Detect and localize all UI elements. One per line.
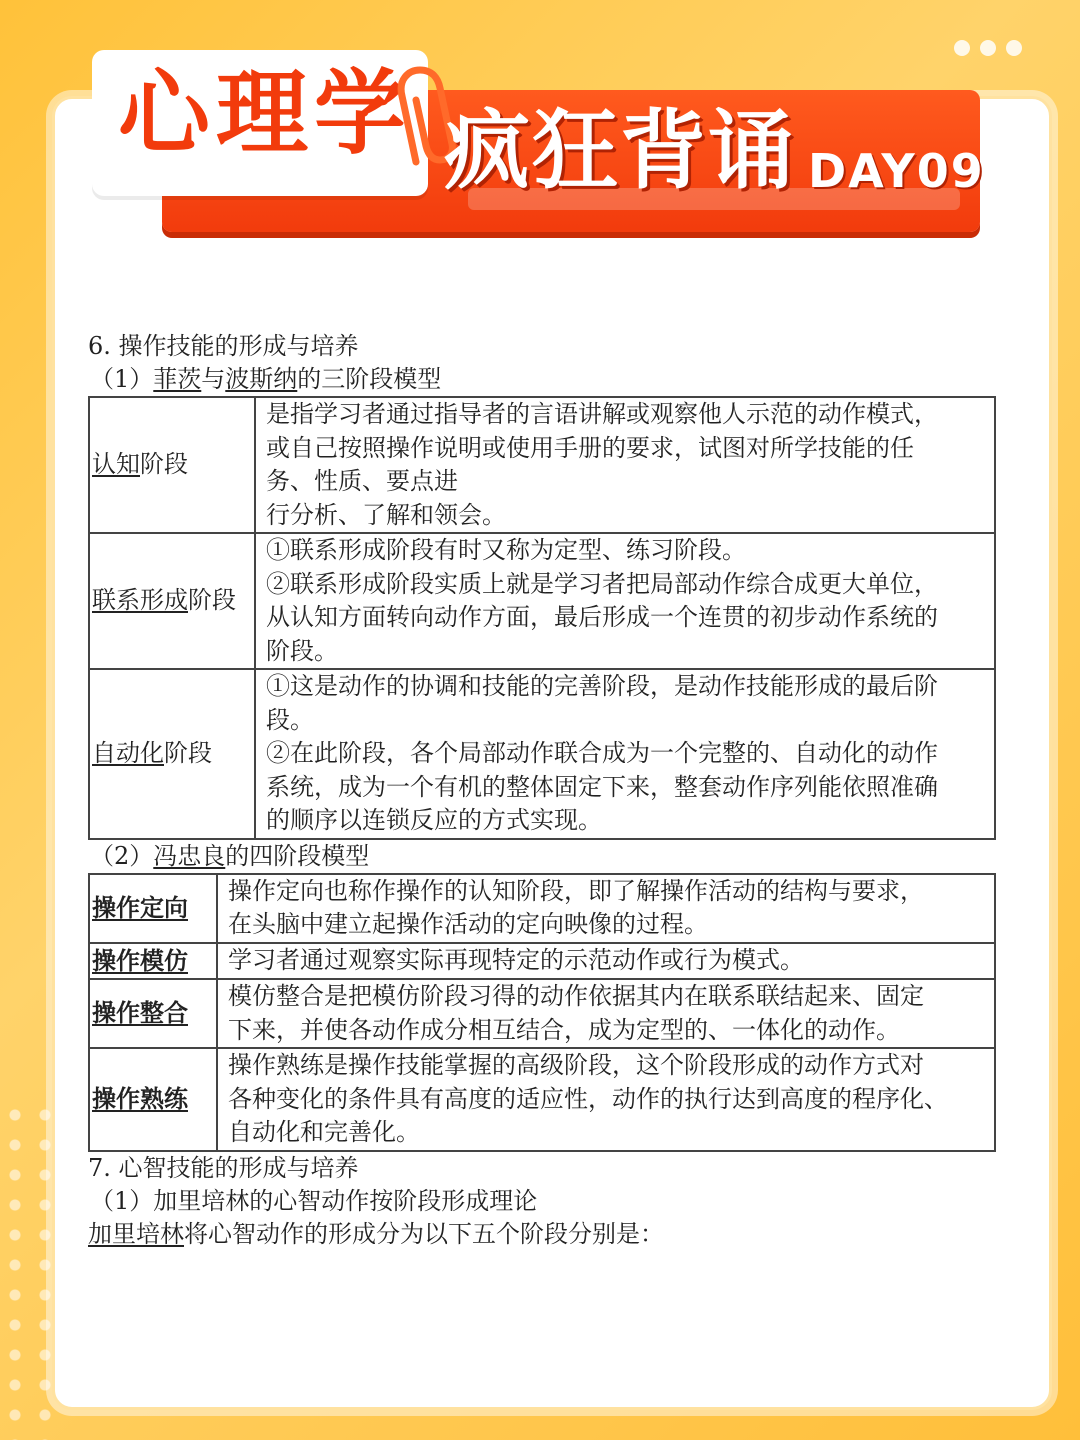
stage-label [89, 874, 217, 943]
stage-label-rest: 阶段 [140, 450, 188, 479]
desc-line: 自动化和完善化。 [228, 1118, 420, 1146]
model1-title [88, 363, 996, 396]
stage-label [89, 533, 255, 669]
desc-line: ①这是动作的协调和技能的完善阶段，是动作技能形成的最后阶 [266, 672, 938, 700]
page-title: 心理学 [118, 60, 413, 167]
section7-sub: （1）加里培林的心智动作按阶段形成理论 [90, 1186, 538, 1215]
desc-line: 或自己按照操作说明或使用手册的要求，试图对所学技能的任 [266, 433, 914, 462]
desc-line: 是指学习者通过指导者的言语讲解或观察他人示范的动作模式， [266, 400, 938, 428]
model1-suffix: 的三阶段模型 [297, 365, 442, 393]
stage-label-key: 操作定向 [92, 892, 188, 922]
model1-prefix: （1） [90, 365, 154, 393]
model2-suffix: 的四阶段模型 [225, 841, 370, 870]
model1-name-join: 与 [201, 365, 226, 393]
desc-line: 在头脑中建立起操作活动的定向映像的过程。 [228, 910, 708, 938]
desc-line: 行分析、了解和领会。 [266, 500, 506, 529]
desc-line: 务、性质、要点进 [266, 467, 458, 495]
stage-label-key: 认知 [92, 450, 140, 479]
table-row [89, 1048, 995, 1151]
table-row [89, 397, 995, 533]
desc-line: 下来，并使各动作成分相互结合，成为定型的、一体化的动作。 [228, 1015, 900, 1044]
model2-name: 冯忠良 [153, 841, 226, 870]
stage-label-key: 自动化 [92, 739, 164, 767]
stage-label-rest: 阶段 [188, 586, 236, 615]
section7-intro-name: 加里培林 [88, 1219, 184, 1248]
section7-intro [88, 1218, 996, 1251]
stage-label [89, 943, 217, 980]
stage-label [89, 979, 217, 1048]
table-row [89, 669, 995, 839]
four-stage-table [88, 873, 996, 1152]
desc-line: 段。 [266, 705, 314, 734]
section7-heading: 7. 心智技能的形成与培养 [88, 1153, 359, 1182]
desc-line: 各种变化的条件具有高度的适应性，动作的执行达到高度的程序化、 [228, 1084, 948, 1113]
desc-line: 学习者通过观察实际再现特定的示范动作或行为模式。 [228, 946, 804, 974]
desc-line: 的顺序以连锁反应的方式实现。 [266, 806, 602, 834]
stage-description [255, 533, 995, 669]
desc-line: ②在此阶段，各个局部动作联合成为一个完整的、自动化的动作 [266, 739, 938, 767]
stage-description [255, 397, 995, 533]
stage-label [89, 397, 255, 533]
page-subtitle: 疯狂背诵 [444, 101, 796, 201]
stage-label-key: 操作整合 [92, 998, 188, 1028]
stage-label [89, 1048, 217, 1151]
desc-line: 操作定向也称作操作的认知阶段，即了解操作活动的结构与要求， [228, 876, 924, 905]
desc-line: 阶段。 [266, 636, 338, 665]
section7-intro-rest: 将心智动作的形成分为以下五个阶段分别是： [184, 1219, 664, 1248]
stage-description [255, 669, 995, 839]
table-row [89, 943, 995, 980]
stage-label-rest: 阶段 [164, 739, 212, 767]
model2-title [88, 840, 996, 873]
model1-name-a: 菲茨 [153, 365, 202, 393]
top-dots-decoration [954, 40, 1022, 56]
model2-prefix: （2） [90, 841, 154, 870]
decorative-dots [0, 1100, 60, 1440]
three-stage-table [88, 396, 996, 840]
desc-line: ②联系形成阶段实质上就是学习者把局部动作综合成更大单位， [266, 569, 938, 598]
stage-description [217, 979, 995, 1048]
desc-line: 系统，成为一个有机的整体固定下来，整套动作序列能依照准确 [266, 772, 938, 801]
stage-description [217, 943, 995, 980]
desc-line: ①联系形成阶段有时又称为定型、练习阶段。 [266, 536, 746, 564]
model1-name-b: 波斯纳 [225, 365, 298, 393]
table-row [89, 979, 995, 1048]
stage-label-key: 操作模仿 [92, 945, 188, 975]
stage-label-key: 联系形成 [92, 586, 188, 615]
day-label: DAY09 [808, 144, 985, 198]
table-row [89, 533, 995, 669]
desc-line: 从认知方面转向动作方面，最后形成一个连贯的初步动作系统的 [266, 603, 938, 631]
desc-line: 模仿整合是把模仿阶段习得的动作依据其内在联系联结起来、固定 [228, 982, 924, 1010]
table-row [89, 874, 995, 943]
stage-label-key: 操作熟练 [92, 1084, 188, 1113]
stage-label [89, 669, 255, 839]
section6-heading: 6. 操作技能的形成与培养 [88, 332, 359, 360]
desc-line: 操作熟练是操作技能掌握的高级阶段，这个阶段形成的动作方式对 [228, 1051, 924, 1079]
notes-content [88, 330, 996, 1251]
stage-description [217, 874, 995, 943]
stage-description [217, 1048, 995, 1151]
